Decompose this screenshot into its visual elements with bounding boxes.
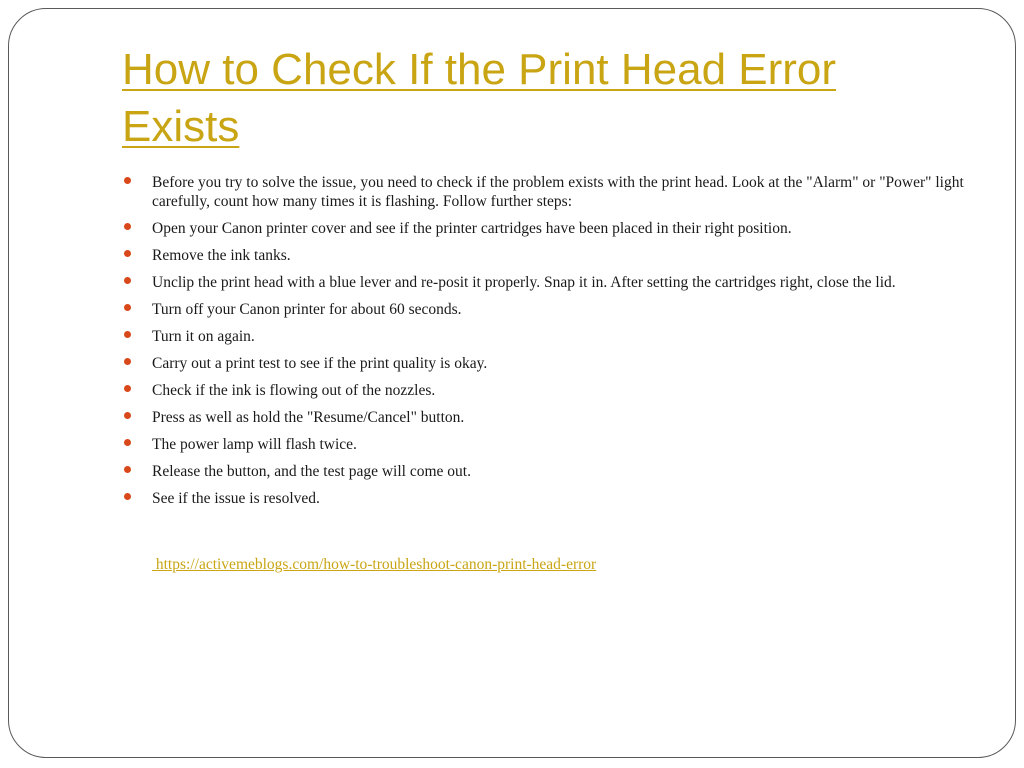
bullet-text: Remove the ink tanks.	[152, 247, 291, 264]
bullet-item	[9, 300, 1009, 319]
bullet-dot-icon	[124, 177, 131, 184]
bullet-dot-icon	[124, 385, 131, 392]
bullet-dot-icon	[124, 223, 131, 230]
bullet-text: Carry out a print test to see if the print quality is okay.	[152, 355, 488, 372]
bullet-dot-icon	[124, 493, 131, 500]
bullet-item	[9, 327, 1009, 346]
bullet-item	[9, 462, 1009, 481]
bullet-item	[9, 489, 1009, 508]
bullet-item	[9, 173, 1009, 211]
bullet-dot-icon	[124, 277, 131, 284]
bullet-text: See if the issue is resolved.	[152, 490, 320, 507]
bullet-text: Release the button, and the test page will come out.	[152, 463, 471, 480]
bullet-dot-icon	[124, 331, 131, 338]
bullet-item	[9, 246, 1009, 265]
bullet-item	[9, 381, 1009, 400]
bullet-dot-icon	[124, 466, 131, 473]
bullet-text: Before you try to solve the issue, you need to check if the problem exists with the print head. Look at the "Alarm" or "Power" light carefully, count how many times it is flashing. Follow further steps:	[152, 174, 964, 210]
slide-frame	[8, 8, 1016, 758]
bullet-list	[9, 173, 1009, 516]
bullet-text: Turn off your Canon printer for about 60 seconds.	[152, 301, 462, 318]
bullet-dot-icon	[124, 439, 131, 446]
bullet-text: Unclip the print head with a blue lever and re-posit it properly. Snap it in. After setting the cartridges right, close the lid.	[152, 274, 896, 291]
bullet-dot-icon	[124, 250, 131, 257]
bullet-item	[9, 273, 1009, 292]
bullet-text: Open your Canon printer cover and see if the printer cartridges have been placed in their right position.	[152, 220, 792, 237]
source-link[interactable]: https://activemeblogs.com/how-to-troubleshoot-canon-print-head-error	[152, 556, 597, 573]
bullet-dot-icon	[124, 412, 131, 419]
bullet-item	[9, 435, 1009, 454]
bullet-item	[9, 219, 1009, 238]
bullet-item	[9, 354, 1009, 373]
bullet-item	[9, 408, 1009, 427]
bullet-text: The power lamp will flash twice.	[152, 436, 357, 453]
bullet-dot-icon	[124, 304, 131, 311]
bullet-text: Turn it on again.	[152, 328, 255, 345]
bullet-text: Press as well as hold the "Resume/Cancel" button.	[152, 409, 465, 426]
bullet-text: Check if the ink is flowing out of the nozzles.	[152, 382, 436, 399]
bullet-dot-icon	[124, 358, 131, 365]
slide-title[interactable]: How to Check If the Print Head Error Exists	[122, 45, 837, 151]
